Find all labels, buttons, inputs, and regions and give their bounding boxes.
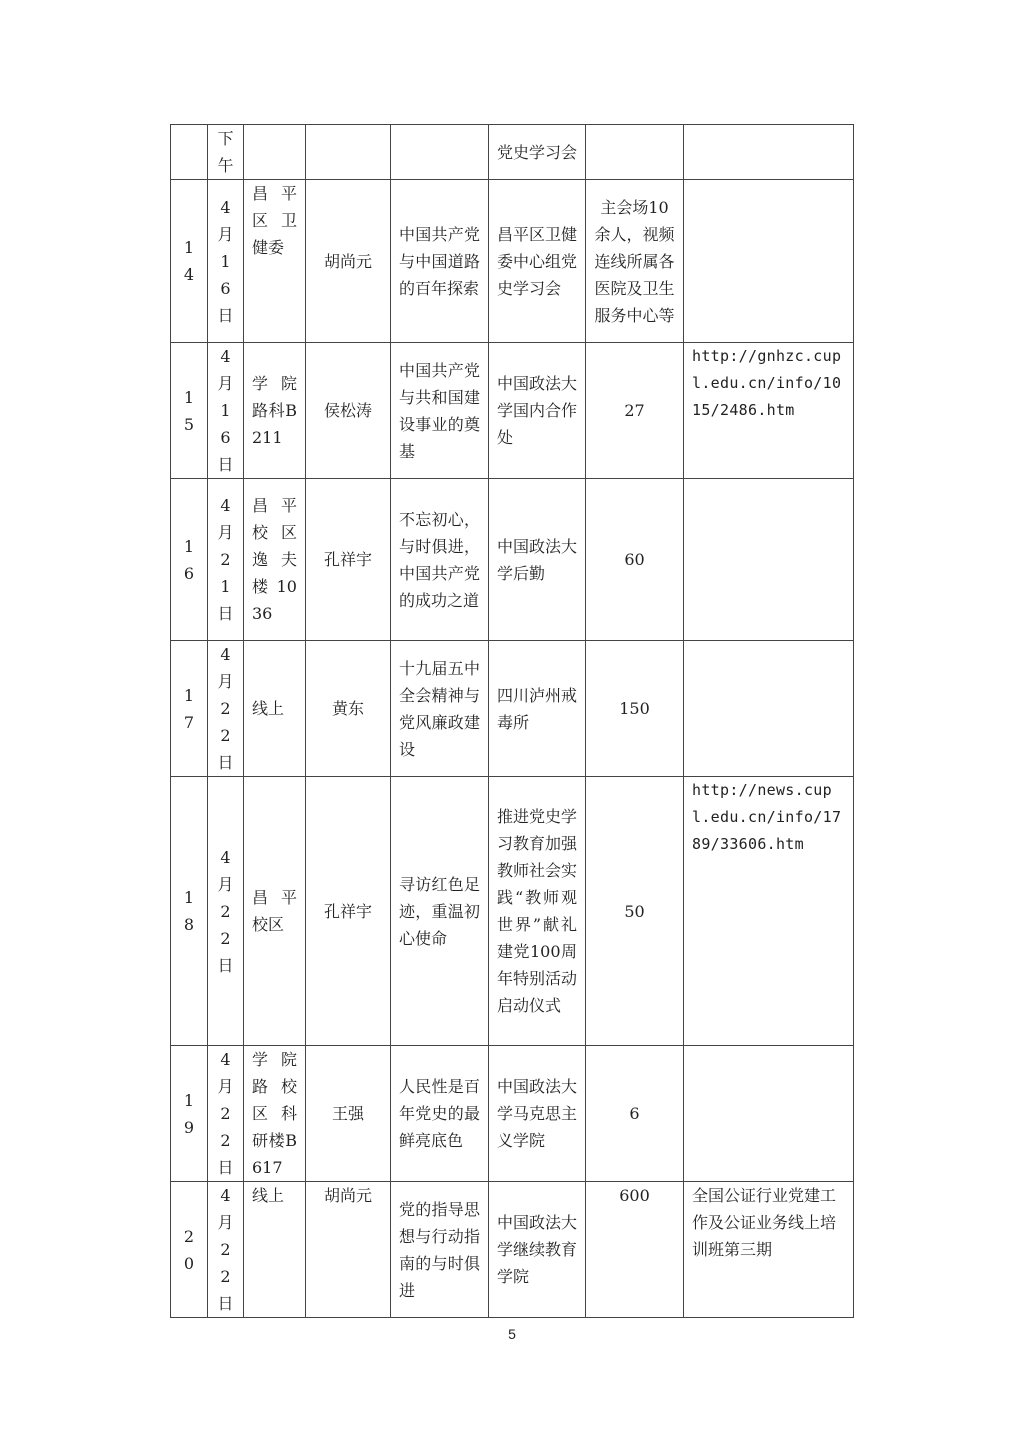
speaker-cell: 王强: [306, 1046, 391, 1182]
attendance-cell: [586, 125, 684, 180]
organizer-cell: 昌平区卫健委中心组党史学习会: [489, 180, 586, 343]
activity-table: [170, 124, 854, 1318]
link-cell: [684, 125, 854, 180]
topic-cell: [391, 125, 489, 180]
attendance-cell: 50: [586, 777, 684, 1046]
speaker-cell: 黄东: [306, 641, 391, 777]
row-number-cell: 16: [171, 479, 208, 641]
speaker-cell: 胡尚元: [306, 180, 391, 343]
attendance-cell: 主会场10余人，视频连线所属各医院及卫生服务中心等: [586, 180, 684, 343]
date-cell: 4月22日: [208, 777, 244, 1046]
location-cell: 昌平校区逸夫楼1036: [244, 479, 306, 641]
table-row: [171, 343, 854, 479]
location-cell: 学院路校区科研楼B617: [244, 1046, 306, 1182]
link-cell: 全国公证行业党建工作及公证业务线上培训班第三期: [684, 1182, 854, 1318]
speaker-cell: 孔祥宇: [306, 479, 391, 641]
row-number-cell: 17: [171, 641, 208, 777]
topic-cell: 中国共产党与中国道路的百年探索: [391, 180, 489, 343]
organizer-cell: 中国政法大学马克思主义学院: [489, 1046, 586, 1182]
topic-cell: 人民性是百年党史的最鲜亮底色: [391, 1046, 489, 1182]
attendance-cell: 6: [586, 1046, 684, 1182]
link-cell: [684, 479, 854, 641]
location-cell: 线上: [244, 1182, 306, 1318]
row-number-cell: 20: [171, 1182, 208, 1318]
location-cell: 线上: [244, 641, 306, 777]
attendance-cell: 60: [586, 479, 684, 641]
location-cell: 昌平校区: [244, 777, 306, 1046]
attendance-cell: 27: [586, 343, 684, 479]
date-cell: 4月22日: [208, 1046, 244, 1182]
organizer-cell: 中国政法大学继续教育学院: [489, 1182, 586, 1318]
date-cell: 下午: [208, 125, 244, 180]
location-cell: [244, 125, 306, 180]
row-number-cell: [171, 125, 208, 180]
link-cell[interactable]: http://news.cupl.edu.cn/info/1789/33606.htm: [684, 777, 854, 1046]
speaker-cell: [306, 125, 391, 180]
table-row: [171, 125, 854, 180]
topic-cell: 十九届五中全会精神与党风廉政建设: [391, 641, 489, 777]
date-cell: 4月16日: [208, 343, 244, 479]
table-row: [171, 1046, 854, 1182]
row-number-cell: 19: [171, 1046, 208, 1182]
topic-cell: 不忘初心，与时俱进，中国共产党的成功之道: [391, 479, 489, 641]
table-row: [171, 180, 854, 343]
link-cell: [684, 1046, 854, 1182]
speaker-cell: 胡尚元: [306, 1182, 391, 1318]
attendance-cell: 150: [586, 641, 684, 777]
date-cell: 4月16日: [208, 180, 244, 343]
attendance-cell: 600: [586, 1182, 684, 1318]
organizer-cell: 中国政法大学后勤: [489, 479, 586, 641]
location-cell: 昌平区卫健委: [244, 180, 306, 343]
page-number: 5: [508, 1326, 516, 1342]
organizer-cell: 党史学习会: [489, 125, 586, 180]
topic-cell: 党的指导思想与行动指南的与时俱进: [391, 1182, 489, 1318]
location-cell: 学院路科B211: [244, 343, 306, 479]
topic-cell: 寻访红色足迹，重温初心使命: [391, 777, 489, 1046]
date-cell: 4月22日: [208, 1182, 244, 1318]
organizer-cell: 中国政法大学国内合作处: [489, 343, 586, 479]
row-number-cell: 14: [171, 180, 208, 343]
row-number-cell: 15: [171, 343, 208, 479]
date-cell: 4月22日: [208, 641, 244, 777]
speaker-cell: 侯松涛: [306, 343, 391, 479]
link-cell: [684, 641, 854, 777]
table-row: [171, 479, 854, 641]
organizer-cell: 推进党史学习教育加强教师社会实践“教师观世界”献礼建党100周年特别活动启动仪式: [489, 777, 586, 1046]
link-cell: [684, 180, 854, 343]
date-cell: 4月21日: [208, 479, 244, 641]
table-row: [171, 641, 854, 777]
organizer-cell: 四川泸州戒毒所: [489, 641, 586, 777]
row-number-cell: 18: [171, 777, 208, 1046]
table-row: [171, 1182, 854, 1318]
speaker-cell: 孔祥宇: [306, 777, 391, 1046]
link-cell[interactable]: http://gnhzc.cupl.edu.cn/info/1015/2486.htm: [684, 343, 854, 479]
topic-cell: 中国共产党与共和国建设事业的奠基: [391, 343, 489, 479]
table-row: [171, 777, 854, 1046]
